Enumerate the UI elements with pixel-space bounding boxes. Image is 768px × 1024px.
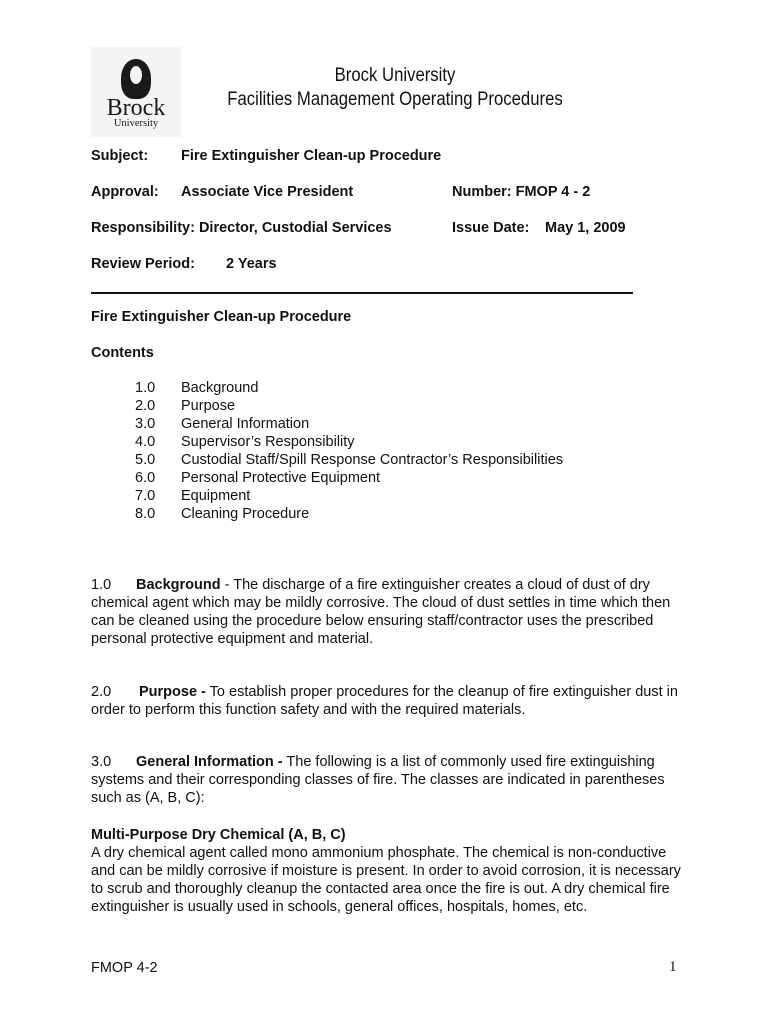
logo-subtext: University [113,118,159,129]
section-body: To establish proper procedures for the cleanup of fire extinguisher dust in order to perform this function safety and with the required materials. [91,684,678,718]
section-title: Background [136,577,221,593]
footer-document-id: FMOP 4-2 [91,960,158,976]
toc-number: 3.0 [135,416,156,432]
issue-date-label: Issue Date: [452,220,530,236]
subsection-body: A dry chemical agent called mono ammonium phosphate. The chemical is non-conductive and can be mildly corrosive if moisture is present. In order to avoid corrosion, it is necessary to scrub and thoroughly cleanup the contacted area once the fire is out. A dry chemical fire extinguisher is usually used in schools, general offices, hospitals, homes, etc. [91,845,681,915]
toc-item: Cleaning Procedure [181,506,310,522]
toc-number: 5.0 [135,452,156,468]
toc-item: Custodial Staff/Spill Response Contractor’s Responsibilities [181,452,564,468]
section-background [91,576,681,648]
responsibility: Responsibility: Director, Custodial Services [91,220,392,236]
brock-bust-icon [121,59,151,99]
subject-value: Fire Extinguisher Clean-up Procedure [181,148,442,164]
document-number: Number: FMOP 4 - 2 [452,184,591,200]
section-title: General Information - [136,754,283,770]
toc-number: 1.0 [135,380,156,396]
toc-item: Equipment [181,488,251,504]
logo-wordmark: Brock [106,95,166,121]
section-body: The following is a list of commonly used fire extinguishing systems and their corresponding classes of fire. The classes are indicated in parentheses such as (A, B, C): [91,754,665,806]
toc-number: 6.0 [135,470,156,486]
subsection-title: Multi-Purpose Dry Chemical (A, B, C) [91,827,346,843]
section-number: 3.0 [91,754,112,770]
toc-item: Personal Protective Equipment [181,470,381,486]
toc-number: 2.0 [135,398,156,414]
section-purpose [91,683,681,719]
header-title: Brock University [334,65,456,86]
header-subtitle: Facilities Management Operating Procedures [227,89,563,110]
toc-item: Supervisor’s Responsibility [181,434,355,450]
toc-number: 4.0 [135,434,156,450]
section-title: Purpose - [139,684,206,700]
toc-item: Purpose [181,398,236,414]
subsection-multi-purpose [91,826,681,916]
toc-item: Background [181,380,259,396]
approval-value: Associate Vice President [181,184,354,200]
toc-item: General Information [181,416,310,432]
section-separator: - [220,577,234,593]
approval-label: Approval: [91,184,159,200]
section-number: 2.0 [91,684,112,700]
subject-label: Subject: [91,148,149,164]
header-divider [91,292,633,294]
contents-heading: Contents [91,345,154,361]
review-period-value: 2 Years [226,256,277,272]
brock-university-logo [91,47,181,137]
toc-number: 7.0 [135,488,156,504]
toc-number: 8.0 [135,506,156,522]
section-body: The discharge of a fire extinguisher creates a cloud of dust of dry chemical agent which may be mildly corrosive. The cloud of dust settles in time which then can be cleaned using the procedure below ensuring staff/contractor uses the prescribed personal protective equipment and material. [91,577,671,647]
section-general-information [91,753,681,807]
review-period-label: Review Period: [91,256,195,272]
document-title: Fire Extinguisher Clean-up Procedure [91,309,352,325]
page-number: 1 [669,959,677,975]
issue-date-value: May 1, 2009 [545,220,626,236]
section-number: 1.0 [91,577,112,593]
